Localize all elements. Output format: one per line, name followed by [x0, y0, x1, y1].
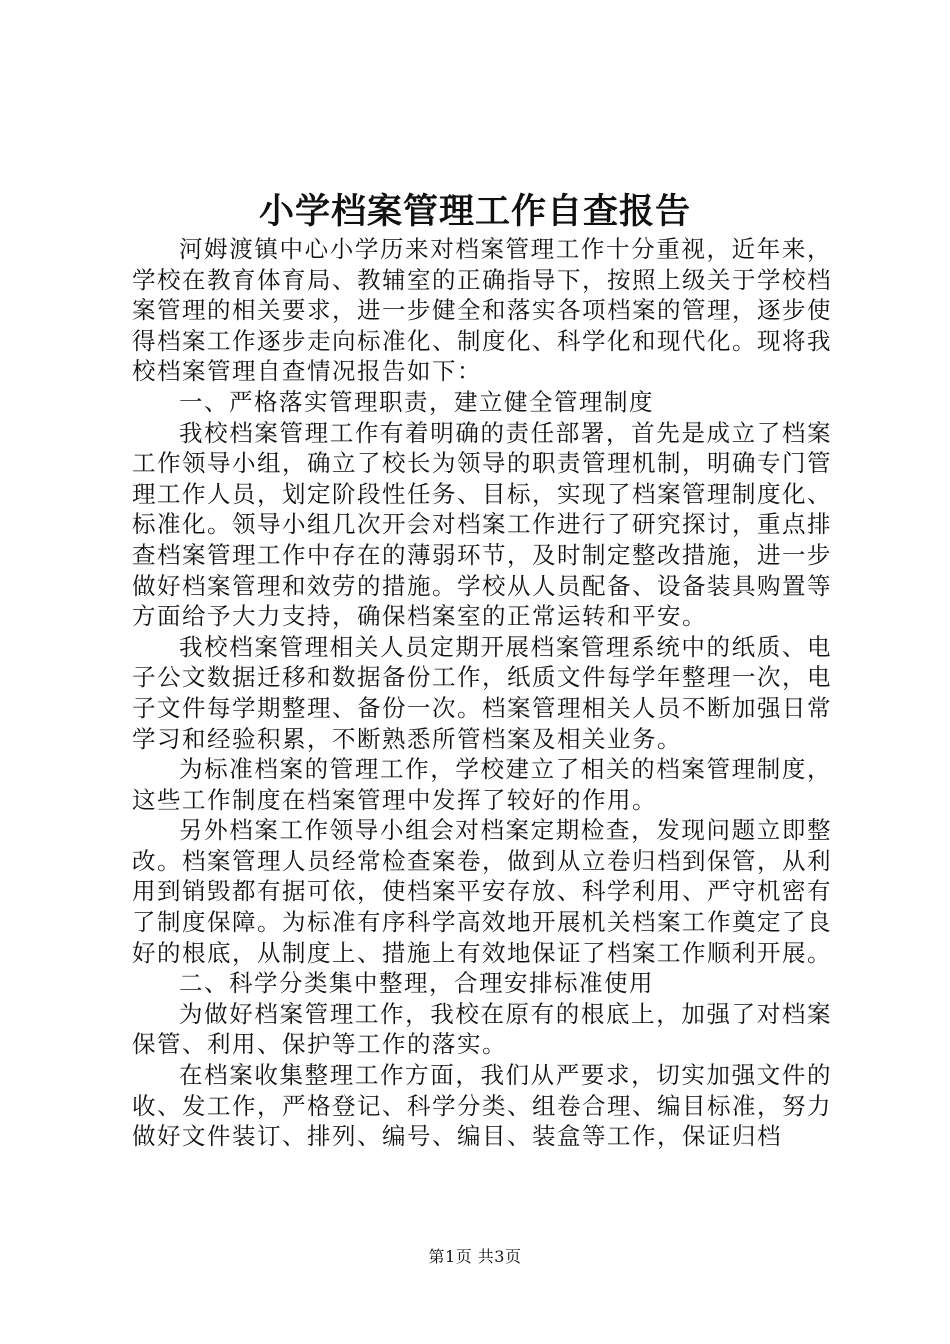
paragraph: 为标准档案的管理工作，学校建立了相关的档案管理制度，这些工作制度在档案管理中发挥了较好的作用。	[132, 755, 832, 814]
document-body	[132, 234, 832, 1152]
document-title: 小学档案管理工作自查报告	[258, 191, 691, 232]
paragraph-intro: 河姆渡镇中心小学历来对档案管理工作十分重视，近年来，学校在教育体育局、教辅室的正确指导下，按照上级关于学校档案管理的相关要求，进一步健全和落实各项档案的管理，逐步使得档案工作逐步走向标准化、制度化、科学化和现代化。现将我校档案管理自查情况报告如下：	[132, 235, 832, 386]
paragraph: 我校档案管理工作有着明确的责任部署，首先是成立了档案工作领导小组，确立了校长为领导的职责管理机制，明确专门管理工作人员，划定阶段性任务、目标，实现了档案管理制度化、标准化。领导小组几次开会对档案工作进行了研究探讨，重点排查档案管理工作中存在的薄弱环节，及时制定整改措施，进一步做好档案管理和效劳的措施。学校从人员配备、设备装具购置等方面给予大力支持，确保档案室的正常运转和平安。	[132, 418, 832, 631]
section-heading-2: 二、科学分类集中整理，合理安排标准使用	[179, 969, 654, 998]
section-heading-1: 一、严格落实管理职责，建立健全管理制度	[179, 387, 654, 416]
paragraph: 为做好档案管理工作，我校在原有的根底上，加强了对档案保管、利用、保护等工作的落实。	[132, 999, 832, 1059]
paragraph: 在档案收集整理工作方面，我们从严要求，切实加强文件的收、发工作，严格登记、科学分类、组卷合理、编目标准，努力做好文件装订、排列、编号、编目、装盒等工作，保证归档	[132, 1061, 832, 1151]
paragraph: 另外档案工作领导小组会对档案定期检查，发现问题立即整改。档案管理人员经常检查案卷，做到从立卷归档到保管，从利用到销毁都有据可依，使档案平安存放、科学利用、严守机密有了制度保障。为标准有序科学高效地开展机关档案工作奠定了良好的根底，从制度上、措施上有效地保证了档案工作顺利开展。	[132, 816, 832, 967]
page-number-footer: 第1页 共3页	[428, 1247, 522, 1266]
paragraph: 我校档案管理相关人员定期开展档案管理系统中的纸质、电子公文数据迁移和数据备份工作，纸质文件每学年整理一次，电子文件每学期整理、备份一次。档案管理相关人员不断加强日常学习和经验积累，不断熟悉所管档案及相关业务。	[132, 632, 832, 753]
